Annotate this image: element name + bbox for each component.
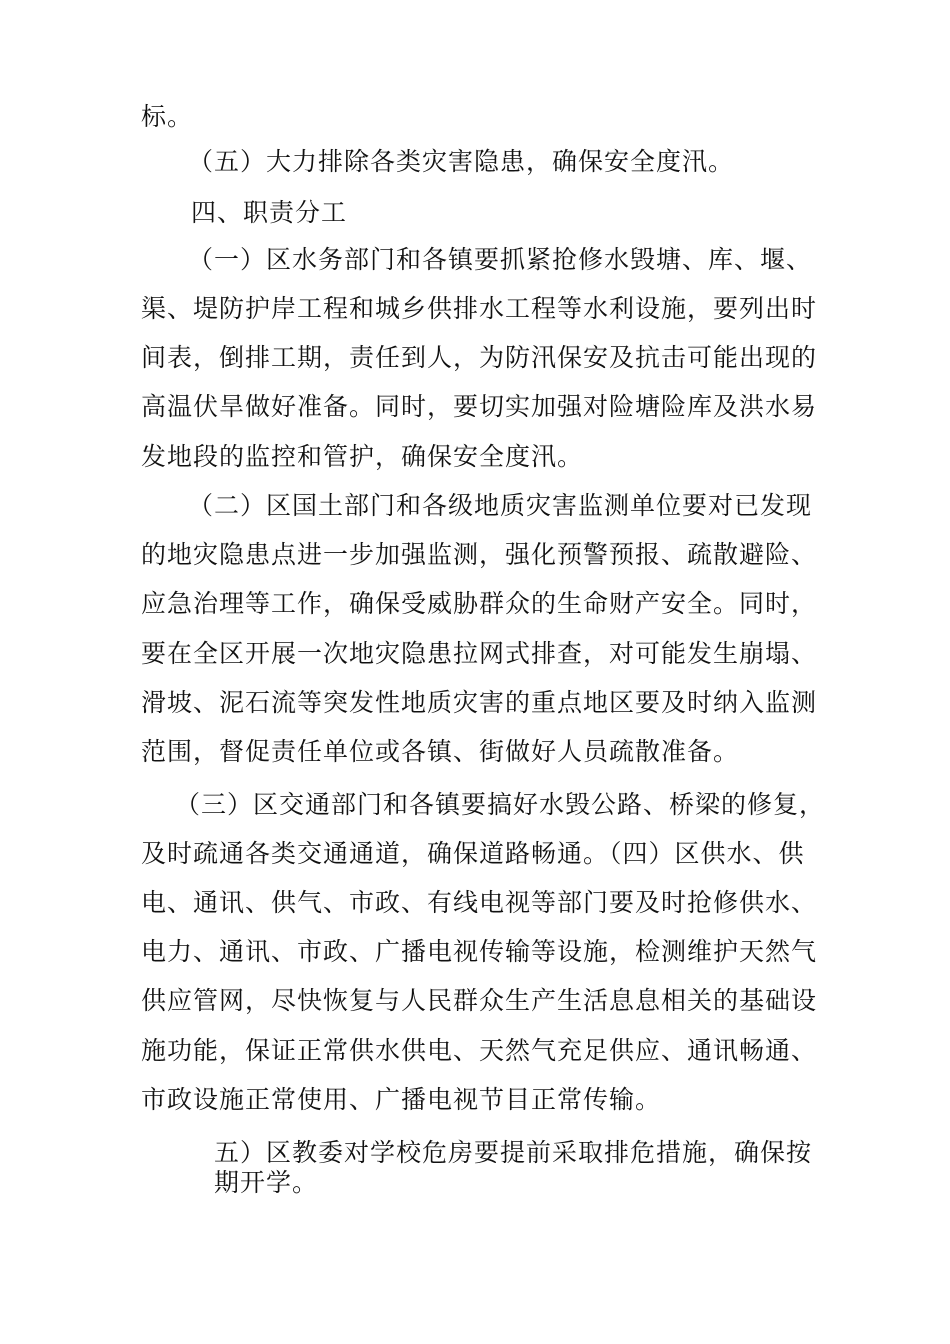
text-line: 间表，倒排工期，责任到人，为防汛保安及抗击可能出现的 <box>141 343 818 372</box>
text-line: （一）区水务部门和各镇要抓紧抢修水毁塘、库、堰、 <box>188 245 813 274</box>
text-line: 市政设施正常使用、广播电视节目正常传输。 <box>141 1085 662 1114</box>
text-line: 滑坡、泥石流等突发性地质灾害的重点地区要及时纳入监测 <box>141 688 818 717</box>
text-line: 渠、堤防护岸工程和城乡供排水工程等水利设施，要列出时 <box>141 294 818 323</box>
text-line: 五）区教委对学校危房要提前采取排危措施，确保按 <box>214 1138 813 1167</box>
text-line: 范围，督促责任单位或各镇、街做好人员疏散准备。 <box>141 737 740 766</box>
text-line: 标。 <box>141 102 194 131</box>
text-line: （五）大力排除各类灾害隐患，确保安全度汛。 <box>188 147 735 176</box>
text-line: 电力、通讯、市政、广播电视传输等设施，检测维护天然气 <box>141 937 818 966</box>
text-line: 及时疏通各类交通通道，确保道路畅通。（四）区供水、供 <box>141 839 805 868</box>
text-line: 施功能，保证正常供水供电、天然气充足供应、通讯畅通、 <box>141 1036 818 1065</box>
text-line: 电、通讯、供气、市政、有线电视等部门要及时抢修供水、 <box>141 888 818 917</box>
text-line: 的地灾隐患点进一步加强监测，强化预警预报、疏散避险、 <box>141 540 818 569</box>
section-heading: 四、职责分工 <box>191 198 348 227</box>
text-line: 期开学。 <box>214 1168 319 1197</box>
text-line: （二）区国土部门和各级地质灾害监测单位要对已发现 <box>188 491 813 520</box>
text-line: 应急治理等工作，确保受威胁群众的生命财产安全。同时， <box>141 589 818 618</box>
text-line: （三）区交通部门和各镇要搞好水毁公路、桥梁的修复， <box>175 790 826 819</box>
text-line: 供应管网，尽快恢复与人民群众生产生活息息相关的基础设 <box>141 986 818 1015</box>
text-line: 高温伏旱做好准备。同时，要切实加强对险塘险库及洪水易 <box>141 392 818 421</box>
text-line: 发地段的监控和管护，确保安全度汛。 <box>141 442 584 471</box>
text-line: 要在全区开展一次地灾隐患拉网式排查，对可能发生崩塌、 <box>141 639 818 668</box>
